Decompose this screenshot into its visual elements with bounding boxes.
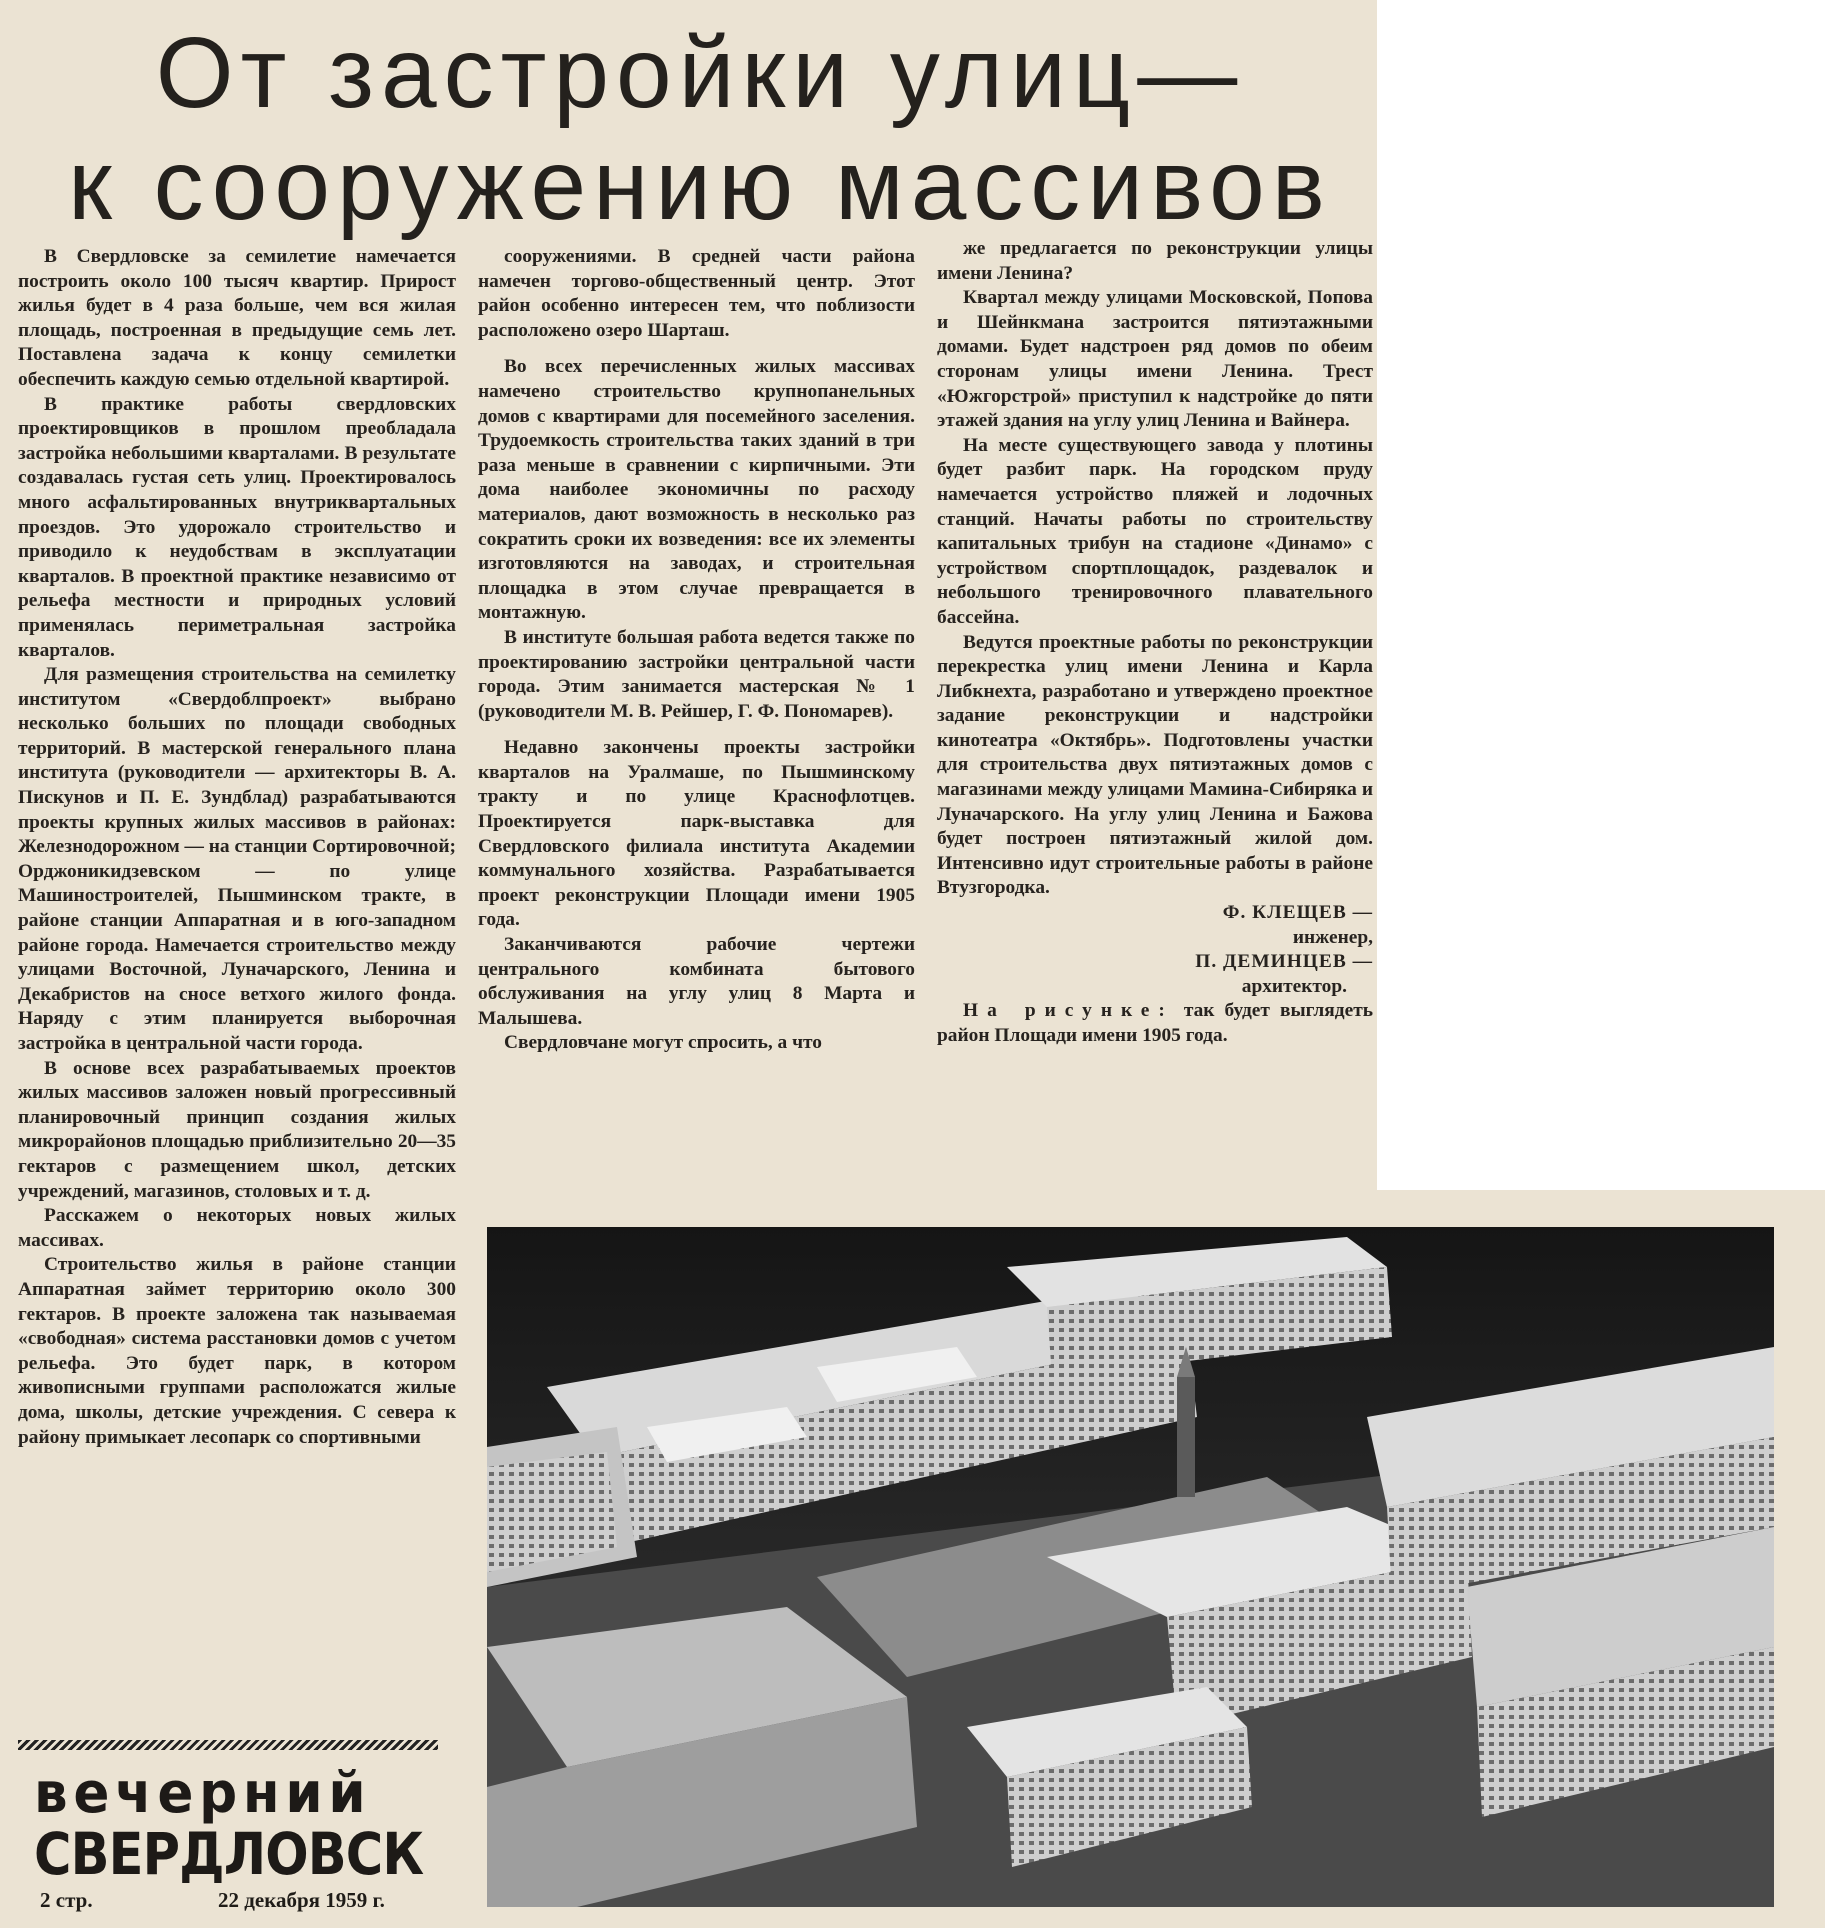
- paragraph: В практике работы свердловских проектировщиков в прошлом преобладала застройка небольшими кварталами. В результате создавалась густая сеть улиц. Проектировалось много асфальтированных внутриквартальных проездов. Это удорожало строительство и приводило к неудобствам в эксплуатации кварталов. В проектной практике независимо от рельефа местности и природных условий применялась периметральная застройка кварталов.: [18, 393, 456, 661]
- issue-date: 22 декабря 1959 г.: [218, 1888, 385, 1912]
- masthead-rule: [18, 1740, 438, 1750]
- caption-lead: На рисунке:: [963, 1000, 1174, 1022]
- paragraph: Во всех перечисленных жилых массивах намечено строительство крупнопанельных домов с квартирами для посемейного заселения. Трудоемкость строительства таких зданий в три раза меньше в сравнении с кирпичными. Эти дома наиболее экономичны по расходу материалов, дают возможность в несколько раз сократить сроки их возведения: все их элементы изготовляются на заводах, и строительная площадка в этом случае превращается в монтажную.: [478, 356, 915, 624]
- page-number: 2 стр.: [40, 1888, 93, 1912]
- paragraph: же предлагается по реконструкции улицы имени Ленина?: [937, 238, 1373, 284]
- author-role-2: архитектор.: [1241, 975, 1347, 997]
- paragraph: В основе всех разрабатываемых проектов жилых массивов заложен новый прогрессивный планировочный принцип создания жилых микрорайонов площадью приблизительно 20—35 гектаров с размещением школ, детских учреждений, магазинов, столовых и т. д.: [18, 1057, 456, 1202]
- headline-line-1: От застройки улиц—: [155, 17, 1245, 129]
- caption-text: так будет выглядеть район Площади имени 1905 года.: [937, 1000, 1373, 1046]
- paragraph: Для размещения строительства на семилетку институтом «Свердоблпроект» выбрано несколько больших по площади свободных территорий. В мастерской генерального плана института (руководители — архитекторы В. А. Пискунов и П. Е. Зундблад) разрабатываются проекты крупных жилых массивов в районах: Железнодорожном — на станции Сортировочной; Орджоникидзевском — по улице Машиностроителей, Пышминском тракте, в районе станции Аппаратная и в юго-западном районе города. Намечается строительство между улицами Восточной, Луначарского, Ленина и Декабристов на сносе ветхого жилого фонда. Наряду с этим планируется выборочная застройка в центральной части города.: [18, 664, 456, 1054]
- article-column-3: [937, 237, 1373, 1049]
- paragraph: В Свердловске за семилетие намечается построить около 100 тысяч квартир. Прирост жилья будет в 4 раза больше, чем вся жилая площадь, построенная в предыдущие семь лет. Поставлена задача к концу семилетки обеспечить каждую семью отдельной квартирой.: [18, 246, 456, 390]
- headline-line-2: к сооружению массивов: [68, 129, 1332, 241]
- architectural-model-photo: [487, 1227, 1774, 1907]
- paragraph: Расскажем о некоторых новых жилых массивах.: [18, 1205, 456, 1251]
- paragraph: Квартал между улицами Московской, Попова и Шейнкмана застроится пятиэтажными домами. Будет надстроен ряд домов по обеим сторонам улицы имени Ленина. Трест «Южгорстрой» приступил к надстройке до пяти этажей здания на углу улиц Ленина и Вайнера.: [937, 287, 1373, 432]
- model-photo-drawing: [487, 1227, 1774, 1907]
- paragraph: Свердловчане могут спросить, а что: [504, 1032, 822, 1054]
- author-name-1: Ф. КЛЕЩЕВ —: [1222, 902, 1373, 924]
- masthead-title-top: вечерний: [34, 1761, 372, 1826]
- article-column-2: [478, 245, 915, 1056]
- paragraph: Строительство жилья в районе станции Аппаратная займет территорию около 300 гектаров. В проекте заложена так называемая «свободная» система расстановки домов с учетом рельефа. Это будет парк, в котором живописными группами расположатся жилые дома, школы, детские учреждения. С севера к району примыкает лесопарк со спортивными: [18, 1254, 456, 1448]
- paragraph: Заканчиваются рабочие чертежи центрального комбината бытового обслуживания на углу улиц 8 Марта и Малышева.: [478, 934, 915, 1029]
- paragraph: На месте существующего завода у плотины будет разбит парк. На городском пруду намечается устройство пляжей и лодочных станций. Начаты работы по строительству капитальных трибун на стадионе «Динамо» с устройством спортплощадок, раздевалок и небольшого тренировочного плавательного бассейна.: [937, 434, 1373, 628]
- paragraph: сооружениями. В средней части района намечен торгово-общественный центр. Этот район особенно интересен тем, что поблизости расположено озеро Шарташ.: [478, 246, 915, 341]
- paragraph: Ведутся проектные работы по реконструкции перекрестка улиц имени Ленина и Карла Либкнехта, разработано и утверждено проектное задание реконструкции и надстройки кинотеатра «Октябрь». Подготовлены участки для строительства двух пятиэтажных домов с магазинами между улицами Мамина-Сибиряка и Луначарского. На углу улиц Ленина и Бажова будет построен пятиэтажный жилой дом. Интенсивно идут строительные работы в районе Втузгородка.: [937, 631, 1373, 899]
- author-role-1: инженер,: [1292, 926, 1373, 948]
- author-name-2: П. ДЕМИНЦЕВ —: [1195, 951, 1373, 973]
- article-column-1: [18, 245, 456, 1450]
- paragraph: В институте большая работа ведется также по проектированию застройки центральной части города. Этим занимается мастерская № 1 (руководители М. В. Рейшер, Г. Ф. Пономарев).: [478, 626, 915, 722]
- masthead-title-bottom: СВЕРДЛОВСК: [34, 1820, 424, 1888]
- paragraph: Недавно закончены проекты застройки кварталов на Уралмаше, по Пышминскому тракту и по улице Краснофлотцев. Проектируется парк-выставка для Свердловского филиала института Академии коммунального хозяйства. Разрабатывается проект реконструкции Площади имени 1905 года.: [478, 737, 915, 931]
- photo-caption: [937, 999, 1373, 1048]
